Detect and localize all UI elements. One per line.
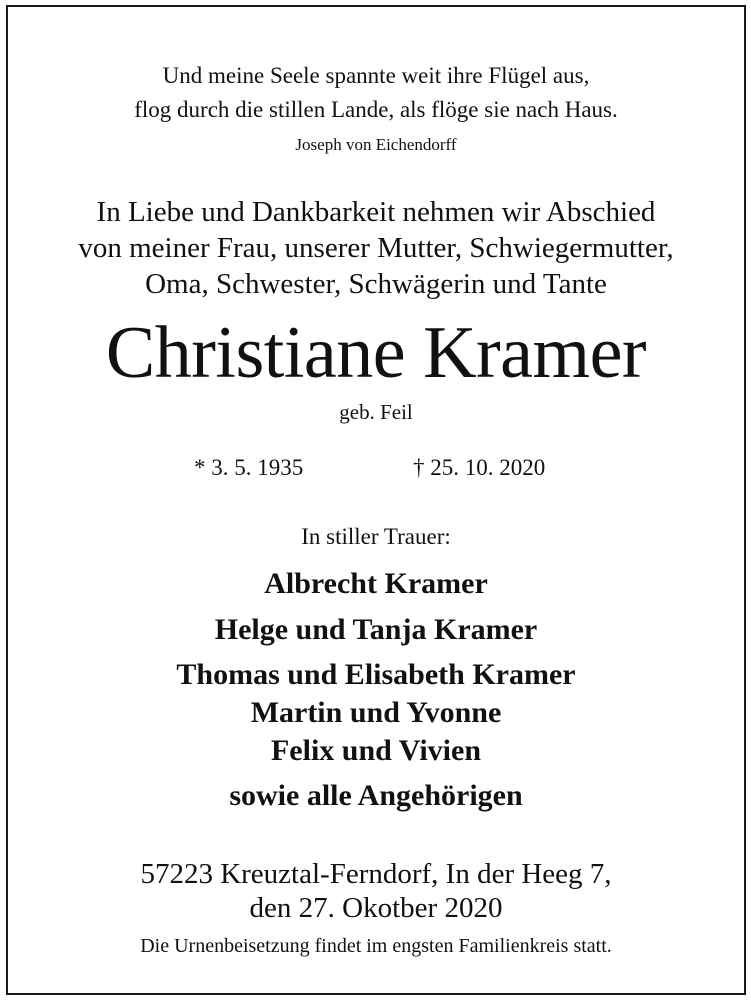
intro-line-3: Oma, Schwester, Schwägerin und Tante [145,268,607,300]
mourner-name: Albrecht Kramer [264,567,488,600]
address-line-2: den 27. Okotber 2020 [249,892,503,924]
poem-author: Joseph von Eichendorff [295,135,457,154]
address-line-1: 57223 Kreuztal-Ferndorf, In der Heeg 7, [140,858,612,890]
mourner-name: Martin und Yvonne [250,696,502,729]
poem-line-1: Und meine Seele spannte weit ihre Flügel aus, [162,63,590,88]
mourner-name: Thomas und Elisabeth Kramer [176,658,576,691]
life-dates [8,455,744,485]
obituary-notice [6,5,746,995]
burial-note: Die Urnenbeisetzung findet im engsten Familienkreis statt. [140,935,612,957]
poem-line-2: flog durch die stillen Lande, als flöge sie nach Haus. [134,97,618,122]
mourning-heading: In stiller Trauer: [301,524,451,549]
deceased-name: Christiane Kramer [105,312,647,394]
mourner-name: Felix und Vivien [270,734,482,767]
death-date: † 25. 10. 2020 [413,455,546,480]
birth-name: geb. Feil [339,400,413,424]
mourner-name: sowie alle Angehörigen [229,779,523,812]
mourner-name: Helge und Tanja Kramer [214,613,538,646]
intro-line-2: von meiner Frau, unserer Mutter, Schwiegermutter, [78,232,674,264]
birth-date: * 3. 5. 1935 [194,455,304,480]
intro-line-1: In Liebe und Dankbarkeit nehmen wir Abschied [96,196,656,228]
